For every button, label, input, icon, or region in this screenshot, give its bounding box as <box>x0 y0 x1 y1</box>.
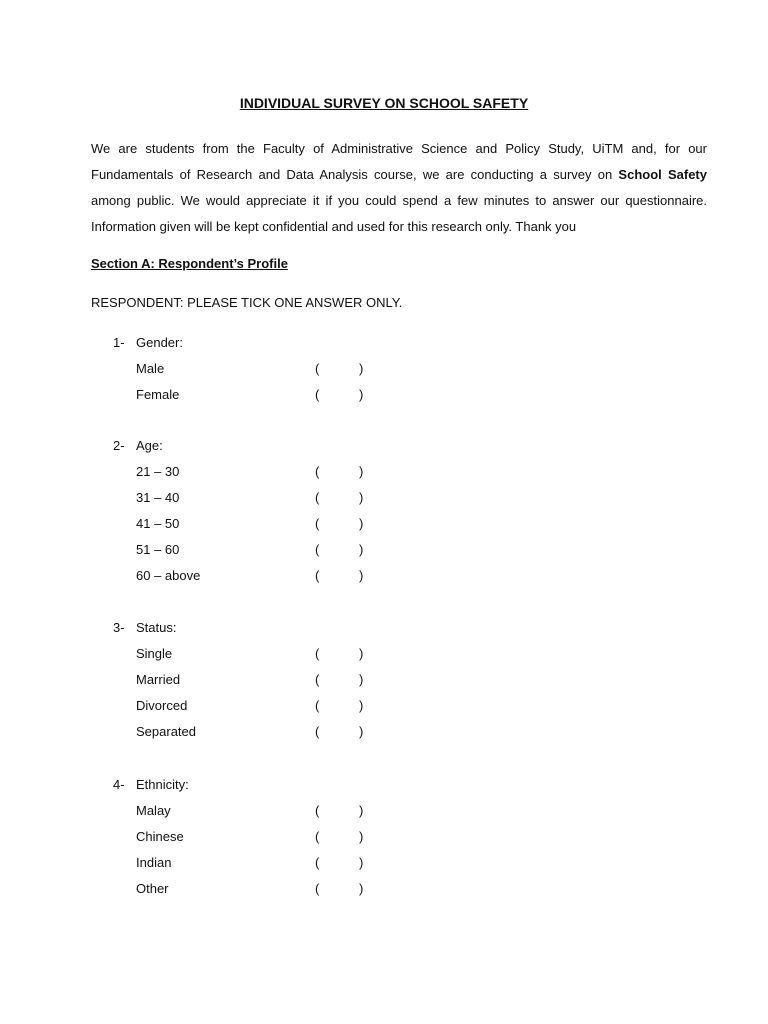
section-heading: Section A: Respondent’s Profile <box>91 256 288 271</box>
option-label: Single <box>136 646 173 661</box>
tick-box-open[interactable]: ( <box>315 646 320 661</box>
question-number: 4- <box>113 777 125 792</box>
option-label: Male <box>136 361 165 376</box>
option-row[interactable] <box>0 641 768 667</box>
option-label: Chinese <box>136 829 184 844</box>
option-row[interactable] <box>0 356 768 382</box>
option-row[interactable] <box>0 511 768 537</box>
question-number: 3- <box>113 620 125 635</box>
question-gender <box>0 330 768 408</box>
tick-box-close[interactable]: ) <box>359 542 364 557</box>
question-header <box>0 433 768 459</box>
option-row[interactable] <box>0 563 768 589</box>
option-row[interactable] <box>0 719 768 745</box>
tick-box-close[interactable]: ) <box>359 881 364 896</box>
question-status <box>0 615 768 745</box>
tick-box-open[interactable]: ( <box>315 568 320 583</box>
question-number: 2- <box>113 438 125 453</box>
tick-box-close[interactable]: ) <box>359 490 364 505</box>
tick-box-close[interactable]: ) <box>359 803 364 818</box>
tick-box-close[interactable]: ) <box>359 568 364 583</box>
tick-box-close[interactable]: ) <box>359 829 364 844</box>
question-header <box>0 615 768 641</box>
option-label: Malay <box>136 803 171 818</box>
option-row[interactable] <box>0 876 768 902</box>
tick-box-close[interactable]: ) <box>359 464 364 479</box>
instruction-text: RESPONDENT: PLEASE TICK ONE ANSWER ONLY. <box>91 295 403 310</box>
tick-box-open[interactable]: ( <box>315 855 320 870</box>
tick-box-open[interactable]: ( <box>315 829 320 844</box>
page-title: INDIVIDUAL SURVEY ON SCHOOL SAFETY <box>239 95 529 111</box>
tick-box-open[interactable]: ( <box>315 516 320 531</box>
option-label: 60 – above <box>136 568 201 583</box>
question-label: Status: <box>136 620 177 635</box>
option-row[interactable] <box>0 667 768 693</box>
option-row[interactable] <box>0 693 768 719</box>
option-label: Indian <box>136 855 172 870</box>
question-label: Ethnicity: <box>136 777 189 792</box>
intro-text-bold: School Safety <box>618 167 707 182</box>
tick-box-open[interactable]: ( <box>315 361 320 376</box>
question-header <box>0 330 768 356</box>
tick-box-open[interactable]: ( <box>315 803 320 818</box>
option-row[interactable] <box>0 850 768 876</box>
option-label: Married <box>136 672 181 687</box>
option-row[interactable] <box>0 485 768 511</box>
tick-box-close[interactable]: ) <box>359 646 364 661</box>
tick-box-open[interactable]: ( <box>315 464 320 479</box>
option-label: 41 – 50 <box>136 516 180 531</box>
tick-box-open[interactable]: ( <box>315 542 320 557</box>
tick-box-open[interactable]: ( <box>315 724 320 739</box>
option-label: Divorced <box>136 698 188 713</box>
question-number: 1- <box>113 335 125 350</box>
tick-box-close[interactable]: ) <box>359 672 364 687</box>
option-label: 51 – 60 <box>136 542 180 557</box>
question-header <box>0 772 768 798</box>
option-label: 31 – 40 <box>136 490 180 505</box>
tick-box-close[interactable]: ) <box>359 855 364 870</box>
option-label: Female <box>136 387 180 402</box>
intro-paragraph <box>91 136 707 240</box>
tick-box-close[interactable]: ) <box>359 724 364 739</box>
tick-box-close[interactable]: ) <box>359 516 364 531</box>
tick-box-open[interactable]: ( <box>315 490 320 505</box>
tick-box-close[interactable]: ) <box>359 387 364 402</box>
question-label: Gender: <box>136 335 183 350</box>
option-row[interactable] <box>0 459 768 485</box>
tick-box-open[interactable]: ( <box>315 387 320 402</box>
option-label: Separated <box>136 724 196 739</box>
option-row[interactable] <box>0 382 768 408</box>
tick-box-close[interactable]: ) <box>359 361 364 376</box>
intro-text-part1: We are students from the Faculty of Administrative Science and Policy Study, UiTM and, for our Fundamentals of Research and Data Analysis course, we are conducting a survey on <box>91 141 707 182</box>
tick-box-close[interactable]: ) <box>359 698 364 713</box>
option-label: 21 – 30 <box>136 464 180 479</box>
tick-box-open[interactable]: ( <box>315 672 320 687</box>
option-row[interactable] <box>0 824 768 850</box>
option-label: Other <box>136 881 169 896</box>
intro-text-part2: among public. We would appreciate it if you could spend a few minutes to answer our questionnaire. Information given will be kept confidential and used for this research only. Thank you <box>91 193 707 234</box>
tick-box-open[interactable]: ( <box>315 881 320 896</box>
option-row[interactable] <box>0 798 768 824</box>
tick-box-open[interactable]: ( <box>315 698 320 713</box>
question-label: Age: <box>136 438 163 453</box>
question-ethnicity <box>0 772 768 902</box>
question-age <box>0 433 768 589</box>
option-row[interactable] <box>0 537 768 563</box>
